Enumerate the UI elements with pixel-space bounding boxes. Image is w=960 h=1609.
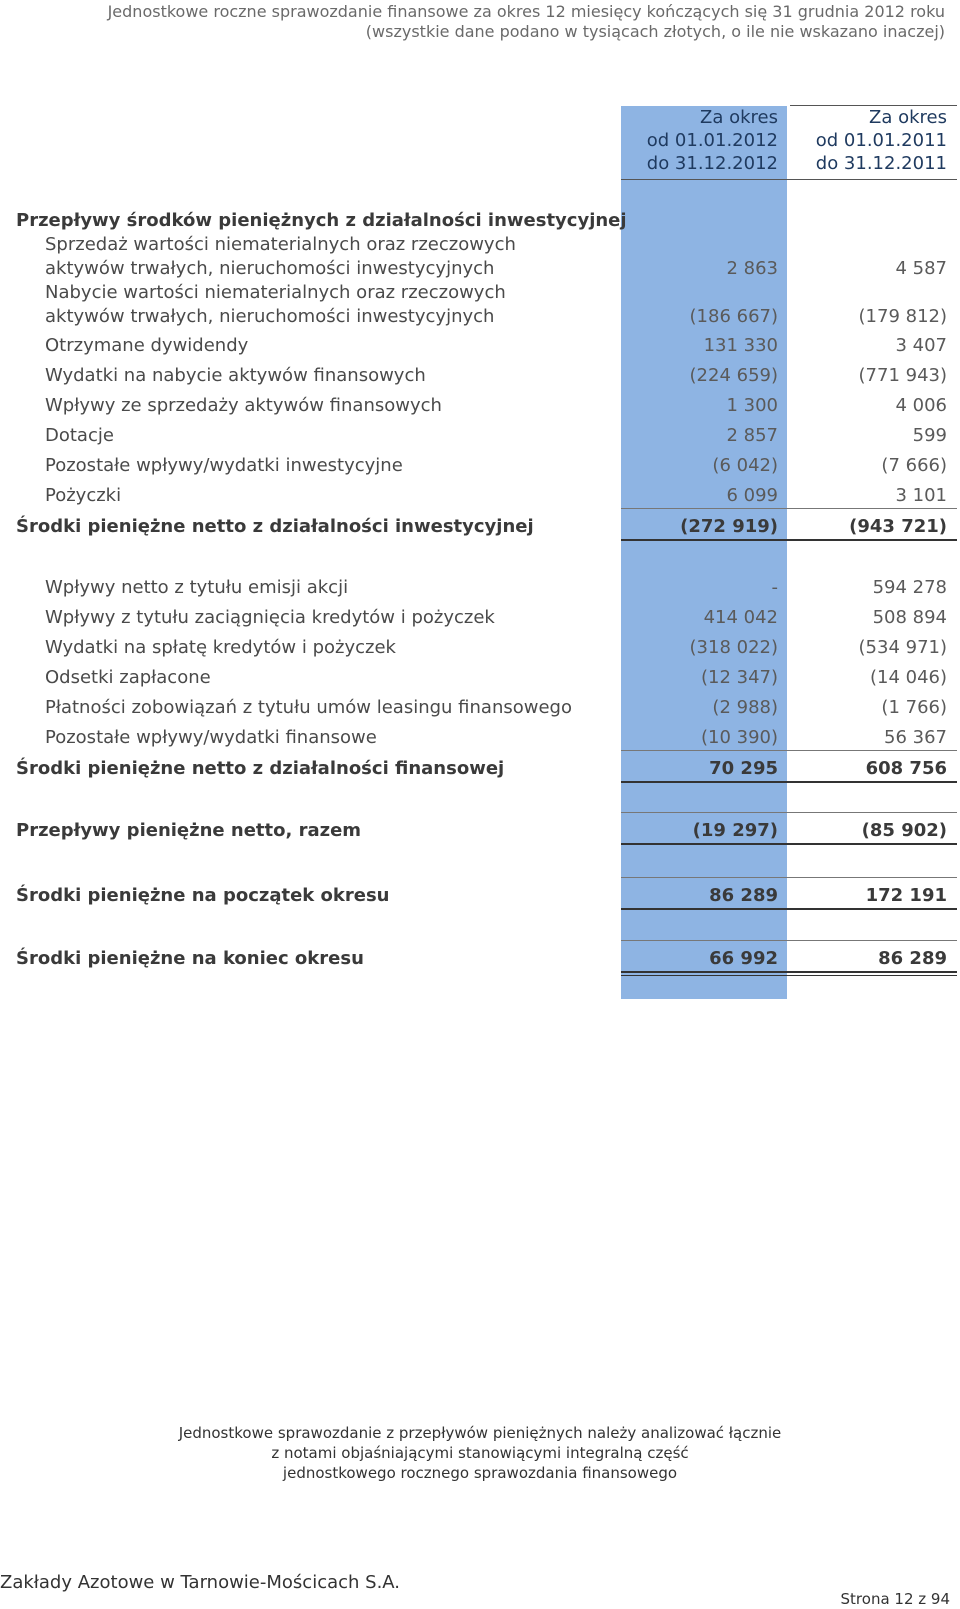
row-label: Pozostałe wpływy/wydatki inwestycyjne bbox=[45, 455, 403, 476]
value-2011: 3 407 bbox=[895, 335, 947, 356]
value-2012: - bbox=[771, 577, 778, 598]
row-label: Pożyczki bbox=[45, 485, 122, 506]
row-label: Płatności zobowiązań z tytułu umów leasingu finansowego bbox=[45, 697, 572, 718]
subtotal-rule bbox=[621, 812, 957, 813]
row-label: Środki pieniężne na koniec okresu bbox=[16, 948, 364, 969]
footer-note-line2: z notami objaśniającymi stanowiącymi integralną część bbox=[271, 1444, 689, 1462]
row-label: Odsetki zapłacone bbox=[45, 667, 211, 688]
value-2011: 86 289 bbox=[878, 948, 947, 969]
column-header-2011-line: Za okres bbox=[869, 107, 947, 128]
column-header-2012-line: Za okres bbox=[700, 107, 778, 128]
value-2011: 508 894 bbox=[872, 607, 947, 628]
value-2011: 4 587 bbox=[895, 258, 947, 279]
row-label: Przepływy pieniężne netto, razem bbox=[16, 820, 362, 841]
value-2012: (2 988) bbox=[712, 697, 778, 718]
value-2012: (272 919) bbox=[680, 516, 778, 537]
row-label: Nabycie wartości niematerialnych oraz rzeczowych bbox=[45, 282, 506, 303]
row-label: Sprzedaż wartości niematerialnych oraz rzeczowych bbox=[45, 234, 516, 255]
value-2012: 131 330 bbox=[703, 335, 778, 356]
value-2011: 594 278 bbox=[872, 577, 947, 598]
value-2012: 2 863 bbox=[726, 258, 778, 279]
row-label: Wpływy ze sprzedaży aktywów finansowych bbox=[45, 395, 442, 416]
total-rule bbox=[621, 971, 957, 973]
value-2012: 1 300 bbox=[726, 395, 778, 416]
column-header-2011-line: od 01.01.2011 bbox=[815, 130, 947, 151]
double-total-rule bbox=[621, 975, 957, 976]
row-label: Środki pieniężne netto z działalności inwestycyjnej bbox=[16, 516, 534, 537]
footer-note-line3: jednostkowego rocznego sprawozdania finansowego bbox=[282, 1464, 678, 1482]
column-header-rule bbox=[621, 179, 957, 180]
value-2011: (85 902) bbox=[861, 820, 947, 841]
total-rule bbox=[621, 539, 957, 541]
value-2012: 2 857 bbox=[726, 425, 778, 446]
subtotal-rule bbox=[621, 750, 957, 751]
value-2012: (186 667) bbox=[689, 306, 778, 327]
value-2011: (943 721) bbox=[849, 516, 947, 537]
value-2012: (6 042) bbox=[712, 455, 778, 476]
total-rule bbox=[621, 781, 957, 783]
row-label: Wpływy z tytułu zaciągnięcia kredytów i pożyczek bbox=[45, 607, 495, 628]
page-number: Strona 12 z 94 bbox=[840, 1590, 950, 1608]
subtotal-rule bbox=[621, 940, 957, 941]
value-2011: (14 046) bbox=[869, 667, 947, 688]
value-2011: 599 bbox=[912, 425, 947, 446]
value-2012: 414 042 bbox=[703, 607, 778, 628]
column-header-2012-line: od 01.01.2012 bbox=[646, 130, 778, 151]
value-2012: 86 289 bbox=[709, 885, 778, 906]
total-rule bbox=[621, 908, 957, 910]
value-2011: 3 101 bbox=[895, 485, 947, 506]
value-2011: (179 812) bbox=[858, 306, 947, 327]
value-2012: (10 390) bbox=[700, 727, 778, 748]
report-header-line1: Jednostkowe roczne sprawozdanie finansowe za okres 12 miesięcy kończących się 31 grudnia 2012 roku bbox=[107, 2, 945, 21]
column-header-2012 bbox=[621, 106, 778, 175]
value-2011: (534 971) bbox=[858, 637, 947, 658]
value-2011: (7 666) bbox=[881, 455, 947, 476]
value-2012: (12 347) bbox=[700, 667, 778, 688]
value-2012: (318 022) bbox=[689, 637, 778, 658]
value-2011: (1 766) bbox=[881, 697, 947, 718]
report-header-line2: (wszystkie dane podano w tysiącach złotych, o ile nie wskazano inaczej) bbox=[365, 22, 945, 41]
value-2012: (19 297) bbox=[692, 820, 778, 841]
value-2012: (224 659) bbox=[689, 365, 778, 386]
row-label: Wydatki na nabycie aktywów finansowych bbox=[45, 365, 426, 386]
investing-section-title: Przepływy środków pieniężnych z działalności inwestycyjnej bbox=[16, 210, 627, 231]
row-label: Dotacje bbox=[45, 425, 114, 446]
subtotal-rule bbox=[621, 508, 957, 509]
current-period-column-highlight bbox=[621, 106, 787, 999]
value-2011: 172 191 bbox=[865, 885, 947, 906]
row-label: aktywów trwałych, nieruchomości inwestycyjnych bbox=[45, 306, 495, 327]
value-2011: 56 367 bbox=[884, 727, 947, 748]
row-label: aktywów trwałych, nieruchomości inwestycyjnych bbox=[45, 258, 495, 279]
row-label: Otrzymane dywidendy bbox=[45, 335, 249, 356]
company-name: Zakłady Azotowe w Tarnowie-Mościcach S.A. bbox=[0, 1572, 401, 1593]
value-2012: 70 295 bbox=[709, 758, 778, 779]
value-2011: (771 943) bbox=[858, 365, 947, 386]
row-label: Wpływy netto z tytułu emisji akcji bbox=[45, 577, 349, 598]
total-rule bbox=[621, 843, 957, 845]
row-label: Wydatki na spłatę kredytów i pożyczek bbox=[45, 637, 396, 658]
value-2011: 608 756 bbox=[865, 758, 947, 779]
row-label: Pozostałe wpływy/wydatki finansowe bbox=[45, 727, 377, 748]
value-2012: 66 992 bbox=[709, 948, 778, 969]
column-header-2011 bbox=[790, 106, 947, 175]
subtotal-rule bbox=[621, 877, 957, 878]
value-2012: 6 099 bbox=[726, 485, 778, 506]
column-header-2012-line: do 31.12.2012 bbox=[646, 153, 778, 174]
row-label: Środki pieniężne na początek okresu bbox=[16, 885, 390, 906]
column-header-2011-line: do 31.12.2011 bbox=[815, 153, 947, 174]
value-2011: 4 006 bbox=[895, 395, 947, 416]
row-label: Środki pieniężne netto z działalności finansowej bbox=[16, 758, 505, 779]
footer-note-line1: Jednostkowe sprawozdanie z przepływów pieniężnych należy analizować łącznie bbox=[178, 1424, 782, 1442]
